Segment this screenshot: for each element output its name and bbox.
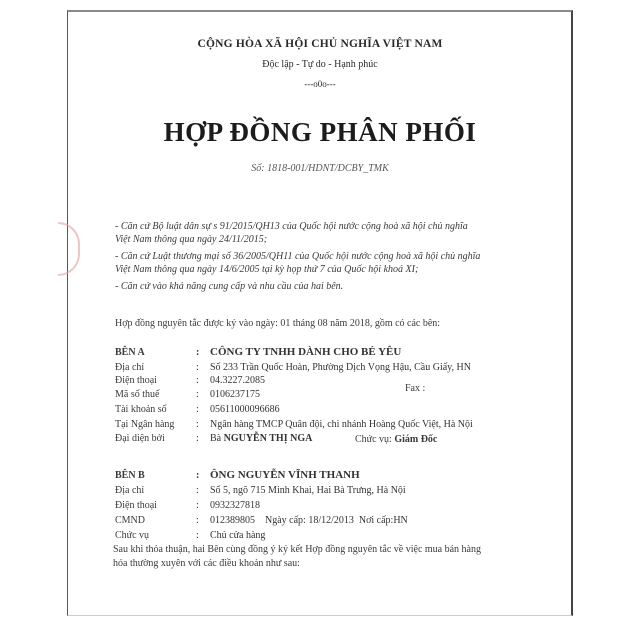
party-b-address-label: Địa chỉ xyxy=(115,485,145,496)
party-a-tax-label: Mã số thuế xyxy=(115,389,160,400)
colon: : xyxy=(196,347,200,358)
closing-line1: Sau khi thỏa thuận, hai Bên cùng đồng ý ký kết Hợp đồng nguyên tắc về việc mua bán hàng xyxy=(113,544,481,555)
colon: : xyxy=(196,404,199,415)
rep-prefix: Bà xyxy=(210,433,222,444)
colon: : xyxy=(196,470,200,481)
party-b-position: Chủ cửa hàng xyxy=(210,530,266,541)
party-b-phone-label: Điện thoại xyxy=(115,500,157,511)
position-label: Chức vụ: xyxy=(355,434,392,445)
party-a-rep xyxy=(210,433,312,444)
party-b-name: ÔNG NGUYỄN VĨNH THANH xyxy=(210,469,360,481)
colon: : xyxy=(196,500,199,511)
divider: ---o0o--- xyxy=(304,79,336,89)
colon: : xyxy=(196,362,199,373)
basis-2-line1: - Căn cứ Luật thương mại số 36/2005/QH11 của Quốc hội nước cộng hoà xã hội chủ nghĩa xyxy=(115,251,481,262)
party-b-id-label: CMND xyxy=(115,515,146,526)
colon: : xyxy=(196,375,199,386)
party-b-position-label: Chức vụ xyxy=(115,530,150,541)
colon: : xyxy=(196,515,199,526)
party-b-id: 012389805 Ngày cấp: 18/12/2013 Nơi cấp:HN xyxy=(210,515,408,526)
document-title: HỢP ĐỒNG PHÂN PHỐI xyxy=(163,117,477,147)
colon: : xyxy=(196,389,199,400)
motto: Độc lập - Tự do - Hạnh phúc xyxy=(262,59,378,70)
basis-3: - Căn cứ vào khả năng cung cấp và nhu cầu của hai bên. xyxy=(115,281,344,292)
party-a-name: CÔNG TY TNHH DÀNH CHO BÉ YÊU xyxy=(210,346,402,358)
party-a-account-label: Tài khoản số xyxy=(115,404,167,415)
party-b-address: Số 5, ngõ 715 Minh Khai, Hai Bà Trưng, Hà Nội xyxy=(210,485,406,496)
position-value: Giám Đốc xyxy=(394,434,438,445)
party-b-phone: 0932327818 xyxy=(210,500,260,511)
party-a-heading: BÊN A xyxy=(115,347,145,358)
party-a-phone: 04.3227.2085 xyxy=(210,375,265,386)
nation-heading: CỘNG HÒA XÃ HỘI CHỦ NGHĨA VIỆT NAM xyxy=(197,38,443,50)
document-number: Số: 1818-001/HDNT/DCBY_TMK xyxy=(251,163,389,174)
party-a-rep-label: Đại diện bởi xyxy=(115,433,165,444)
colon: : xyxy=(196,419,199,430)
colon: : xyxy=(196,530,199,541)
colon: : xyxy=(196,433,199,444)
party-a-address-label: Địa chỉ xyxy=(115,362,145,373)
party-b-heading: BÊN B xyxy=(115,470,145,481)
party-a-fax-label: Fax : xyxy=(405,383,426,394)
party-a-phone-label: Điện thoại xyxy=(115,375,157,386)
intro-text: Hợp đồng nguyên tắc được ký vào ngày: 01 tháng 08 năm 2018, gồm có các bên: xyxy=(115,318,441,329)
basis-2-line2: Việt Nam thông qua ngày 14/6/2005 tại kỳ họp thứ 7 của Quốc hội khoá XI; xyxy=(115,264,419,275)
party-a-address: Số 233 Trần Quốc Hoàn, Phường Dịch Vọng Hậu, Cầu Giấy, HN xyxy=(210,362,471,373)
basis-1-line2: Việt Nam thông qua ngày 24/11/2015; xyxy=(115,234,268,245)
rep-name: NGUYỄN THỊ NGA xyxy=(223,433,313,444)
party-a-bank: Ngân hàng TMCP Quân đội, chi nhánh Hoàng Quốc Việt, Hà Nội xyxy=(210,419,473,430)
party-a-account: 05611000096686 xyxy=(210,404,280,415)
party-a-bank-label: Tại Ngân hàng xyxy=(115,419,175,430)
colon: : xyxy=(196,485,199,496)
party-a-position xyxy=(355,434,437,445)
basis-1-line1: - Căn cứ Bộ luật dân sự s 91/2015/QH13 của Quốc hội nước cộng hoà xã hội chủ nghĩa xyxy=(115,221,468,232)
closing-line2: hóa thường xuyên với các điều khoản như sau: xyxy=(113,558,300,569)
party-a-tax-code: 0106237175 xyxy=(210,389,260,400)
